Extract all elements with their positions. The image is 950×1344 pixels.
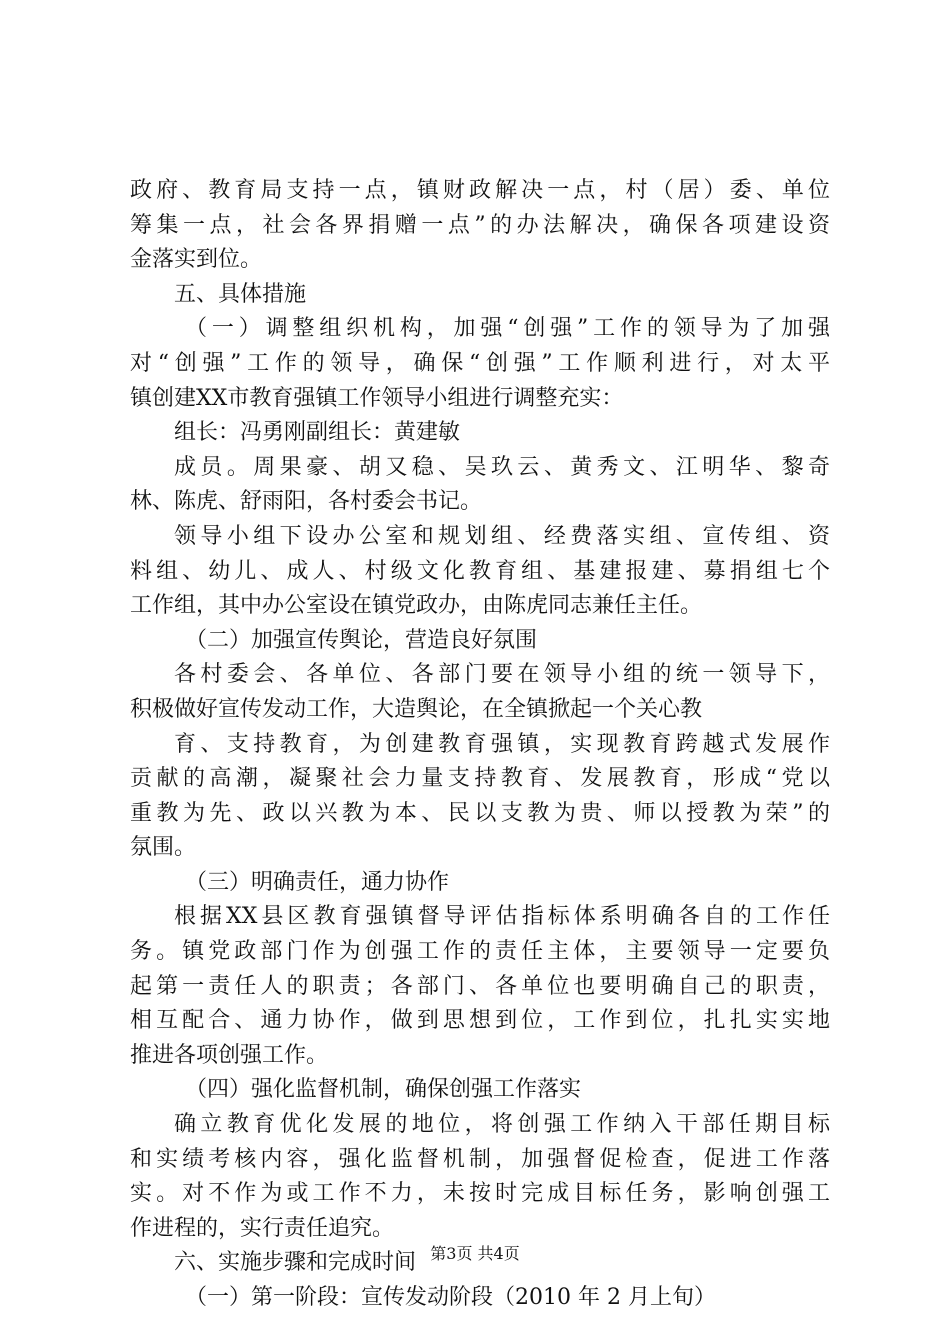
text-line: 相互配合、通力协作，做到思想到位，工作到位，扎扎实实地 [130, 1008, 830, 1034]
text-line: 各村委会、各单位、各部门要在领导小组的统一领导下， [174, 662, 830, 688]
text-line: （二）加强宣传舆论，营造良好氛围 [185, 627, 538, 653]
text-line: （三）明确责任，通力协作 [185, 869, 450, 895]
document-body [130, 174, 830, 1316]
text-line: 料组、幼儿、成人、村级文化教育组、基建报建、募捐组七个 [130, 558, 830, 584]
text-line: 贡献的高潮，凝聚社会力量支持教育、发展教育，形成“党以 [130, 766, 830, 792]
text-line: 组长：冯勇刚副组长：黄建敏 [174, 420, 461, 446]
text-line: 推进各项创强工作。 [130, 1042, 329, 1068]
text-line: （四）强化监督机制，确保创强工作落实 [185, 1077, 582, 1103]
text-line: 工作组，其中办公室设在镇党政办，由陈虎同志兼任主任。 [130, 593, 703, 619]
text-line: 根据XX县区教育强镇督导评估指标体系明确各自的工作任 [174, 904, 830, 930]
text-line: 六、实施步骤和完成时间 [174, 1250, 417, 1276]
text-line: 育、支持教育，为创建教育强镇，实现教育跨越式发展作 [174, 731, 830, 757]
text-line: 五、具体措施 [174, 281, 307, 307]
text-line: 林、陈虎、舒雨阳，各村委会书记。 [130, 489, 483, 515]
text-line: 实。对不作为或工作不力，未按时完成目标任务，影响创强工 [130, 1181, 830, 1207]
text-line: 氛围。 [130, 835, 197, 861]
text-line: 重教为先、政以兴教为本、民以支教为贵、师以授教为荣”的 [130, 800, 830, 826]
text-line: 起第一责任人的职责；各部门、各单位也要明确自己的职责， [130, 973, 830, 999]
page-footer: 第3页 共4页 [430, 1244, 520, 1263]
text-line: （一）第一阶段：宣传发动阶段（2010 年 2 月上旬） [185, 1285, 716, 1310]
text-line: 金落实到位。 [130, 247, 263, 273]
text-line: 领导小组下设办公室和规划组、经费落实组、宣传组、资 [174, 523, 830, 549]
text-line: （一）调整组织机构，加强“创强”工作的领导为了加强 [185, 316, 830, 342]
text-line: 积极做好宣传发动工作，大造舆论，在全镇掀起一个关心教 [130, 696, 703, 722]
text-line: 务。镇党政部门作为创强工作的责任主体，主要领导一定要负 [130, 939, 830, 965]
text-line: 确立教育优化发展的地位，将创强工作纳入干部任期目标 [174, 1112, 830, 1138]
text-line: 作进程的，实行责任追究。 [130, 1215, 395, 1241]
text-line: 镇创建XX市教育强镇工作领导小组进行调整充实： [130, 385, 624, 411]
text-line: 政府、教育局支持一点，镇财政解决一点，村（居）委、单位 [130, 178, 830, 203]
text-line: 和实绩考核内容，强化监督机制，加强督促检查，促进工作落 [130, 1146, 830, 1172]
text-line: 成员。周果豪、胡又稳、吴玖云、黄秀文、江明华、黎奇 [174, 454, 830, 480]
text-line: 筹集一点，社会各界捐赠一点”的办法解决，确保各项建设资 [130, 212, 830, 238]
text-line: 对“创强”工作的领导，确保“创强”工作顺利进行，对太平 [130, 350, 830, 376]
